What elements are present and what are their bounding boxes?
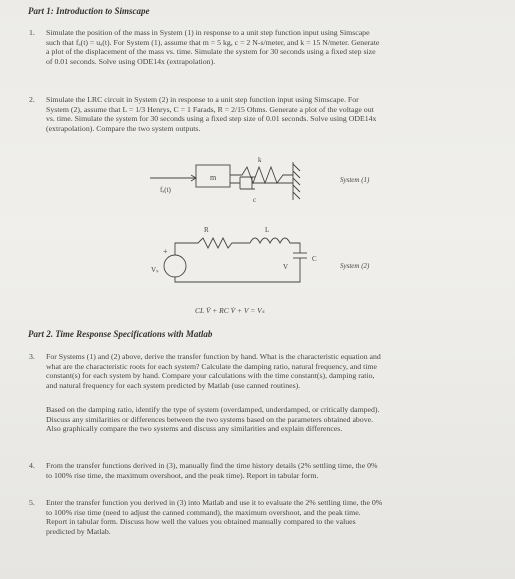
item-3-text [46, 352, 381, 390]
item-2-line: vs. time. Simulate the system for 30 seconds using a fixed step size of 0.01 seconds. Solve using ODE14x [46, 114, 377, 124]
item-5-text [46, 498, 382, 536]
item-5-line: Enter the transfer function you derived in (3) into Matlab and use it to evaluate the 2% settling time, the 0% [46, 498, 383, 507]
circuit-equation: CL V̈ + RC V̇ + V = Vₛ [195, 306, 265, 315]
inductor-label: L [265, 226, 270, 234]
item-4-text [46, 461, 378, 480]
item-3b-text [46, 405, 379, 434]
spring-label: k [258, 156, 262, 164]
resistor-label: R [204, 226, 209, 234]
item-2-line: System (2), assume that L = 1/3 Henrys, C = 1 Farads, R = 2/15 Ohms. Generate a plot of the voltage out [46, 104, 374, 114]
force-label: fₐ(t) [160, 186, 171, 194]
item-4-line: to 100% rise time, the maximum overshoot, and the peak time). Report in tabular form. [46, 470, 319, 480]
item-4-line: From the transfer functions derived in (3), manually find the time history details (2% settling time, the 0% [46, 461, 378, 470]
voltage-out-label: V [283, 263, 289, 271]
voltage-source [164, 255, 186, 277]
item-3b-line: Also graphically compare the two systems and discuss any similarities and explain differences. [46, 424, 343, 434]
source-label: Vₛ [151, 266, 159, 274]
source-plus-sign: + [163, 247, 168, 256]
capacitor-label: C [312, 255, 317, 263]
item-1-line: a plot of the displacement of the mass vs. time. Simulate the system for 30 seconds using a fixed step size [46, 47, 376, 57]
item-3b-line: Discuss any similarities or differences between the two systems based on the parameters obtained above. [46, 414, 374, 424]
item-3b-line: Based on the damping ratio, identify the type of system (overdamped, underdamped, or critically damped). [46, 405, 380, 414]
item-4-number: 4. [29, 461, 35, 470]
item-1-line: of 0.01 seconds. Solve using ODE14x (extrapolation). [46, 56, 216, 66]
mass-label: m [210, 173, 217, 182]
system-2-label: System (2) [340, 262, 370, 270]
item-2-line: Simulate the LRC circuit in System (2) in response to a unit step function input using Simscape. For [46, 95, 359, 104]
circuit-bottom-wire [175, 258, 300, 282]
damper [230, 177, 293, 189]
item-5-line: to 100% rise time (need to adjust the canned command), the maximum overshoot, and the peak time. [46, 507, 361, 517]
item-5-line: Report in tabular form. Discuss how well the values you obtained manually compared to the values [46, 517, 356, 527]
item-1-line: such that fₐ(t) = uₐ(t). For System (1), assume that m = 5 kg, c = 2 N-s/meter, and k = 15 N/meter. Generate [46, 37, 380, 47]
item-2-number: 2. [29, 95, 35, 104]
item-3-line: constant(s) for each system by hand. Compare your calculations with the time constant(s), damping ratio, [46, 371, 375, 381]
mass-spring-damper-diagram [150, 162, 300, 200]
item-3-number: 3. [29, 352, 35, 361]
spring [230, 167, 293, 183]
item-3-line: what are the characteristic roots for each system? Calculate the damping ratio, natural frequency, and time [46, 361, 377, 371]
wall-hatch [293, 164, 300, 199]
resistor [175, 238, 250, 255]
damper-label: c [253, 196, 257, 204]
item-5-number: 5. [29, 498, 35, 507]
system-1-label: System (1) [340, 176, 370, 184]
part2-title: Part 2. Time Response Specifications with Matlab [28, 329, 213, 339]
inductor [250, 238, 300, 253]
item-2-line: (extrapolation). Compare the two system outputs. [46, 123, 201, 133]
item-1-line: Simulate the position of the mass in System (1) in response to a unit step function input using Simscape [46, 28, 370, 37]
item-5-line: predicted by Matlab. [46, 526, 111, 536]
part1-title: Part 1: Introduction to Simscape [28, 6, 150, 16]
item-1-number: 1. [29, 28, 35, 37]
item-3-line: For Systems (1) and (2) above, derive the transfer function by hand. What is the characteristic equation and [46, 352, 381, 361]
item-3-line: and natural frequency for each system predicted by Matlab (use canned routines). [46, 380, 301, 390]
lrc-circuit-diagram [164, 238, 307, 282]
